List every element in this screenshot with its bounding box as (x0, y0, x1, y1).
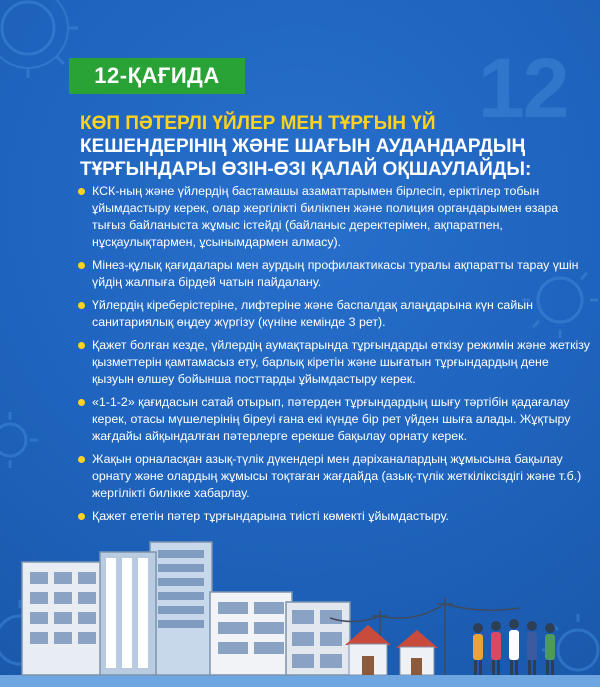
right-apartment-building (286, 602, 350, 675)
list-item-text: Қажет ететін пәтер тұрғындарына тиісті көмекті ұйымдастыру. (92, 509, 449, 523)
heading-line-1: КӨП ПӘТЕРЛІ ҮЙЛЕР МЕН ТҰРҒЫН ҮЙ (80, 113, 436, 134)
list-item-text: Жақын орналасқан азық-түлік дүкендері мен дәріханалардың жұмысына бақылау орнату және олардың жұмысы тоқтаған жағдайда (азық-түлік жеткіліксіздігі және т.б.) жергілікті билікке хабарлау. (92, 452, 582, 500)
list-item (78, 337, 590, 388)
list-item (78, 297, 590, 331)
list-item-text: Мінез-құлық қағидалары мен аурдың профилактикасы туралы ақпаратты тарау үшін үйдің жалпыға бірдей чатын пайдалану. (92, 258, 579, 289)
small-house-1 (345, 625, 391, 675)
city-illustration (0, 540, 600, 687)
list-item-text: Үйлердің кіреберістеріне, лифтеріне және баспалдақ алаңдарына күн сайын санитариялық өңдеу жүргізу (күніне кемінде 3 рет). (92, 298, 533, 329)
bullet-dot-icon (78, 188, 85, 195)
list-item (78, 183, 590, 251)
heading-line-3: ТҰРҒЫНДАРЫ ӨЗІН-ӨЗІ ҚАЛАЙ ОҚШАУЛАЙДЫ: (80, 159, 532, 180)
list-item (78, 508, 590, 525)
bullet-dot-icon (78, 262, 85, 269)
list-item (78, 394, 590, 445)
bullet-dot-icon (78, 399, 85, 406)
list-item (78, 451, 590, 502)
bullet-dot-icon (78, 342, 85, 349)
left-apartment-building (22, 562, 104, 675)
rule-badge: 12-ҚАҒИДА (69, 58, 245, 94)
group-of-people (473, 619, 555, 675)
middle-building (210, 592, 292, 675)
virus-icon-top-left (0, 0, 78, 78)
bullet-dot-icon (78, 456, 85, 463)
bullet-dot-icon (78, 513, 85, 520)
tall-tower-building (150, 542, 212, 675)
small-house-2 (396, 630, 438, 675)
list-item-text: «1-1-2» қағидасын сатай отырып, пәтерден тұрғындардың шығу тәртібін қадағалау керек, отасы мүшелерінің біреуі ғана екі күнде бір рет үйден шыға алады. Жұқтыру жағдайы айқындалған пәтерлерге ерекше бақылау орнату керек. (92, 395, 571, 443)
rule-number-watermark: 12 (478, 41, 568, 135)
page-heading (80, 112, 580, 181)
recommendation-list (78, 183, 590, 531)
heading-line-2: КЕШЕНДЕРІНІҢ ЖӘНЕ ШАҒЫН АУДАНДАРДЫҢ (80, 136, 526, 157)
list-item-text: Қажет болған кезде, үйлердің аумақтарында тұрғындарды өткізу режимін және жеткізу қызметтерін қамтамасыз ету, барлық кіретін және шығатын тұрғындардың дене қызуын өлшеу бойынша посттарды ұйымдастыру керек. (92, 338, 590, 386)
list-item (78, 257, 590, 291)
list-item-text: КСК-ның және үйлердің бастамашы азаматтарымен бірлесіп, еріктілер тобын ұйымдастыру керек, олар жергілікті билікпен және полиция органдарымен өзара тығыз байланыста жұмыс істейді (байланыс деректерімен, ақпаратпен, нұсқаулықтармен, ұсынымдармен алмасу). (92, 184, 559, 249)
virus-icon-left-mid (0, 412, 38, 468)
striped-building (100, 552, 156, 675)
ground-strip (0, 675, 600, 687)
bullet-dot-icon (78, 302, 85, 309)
